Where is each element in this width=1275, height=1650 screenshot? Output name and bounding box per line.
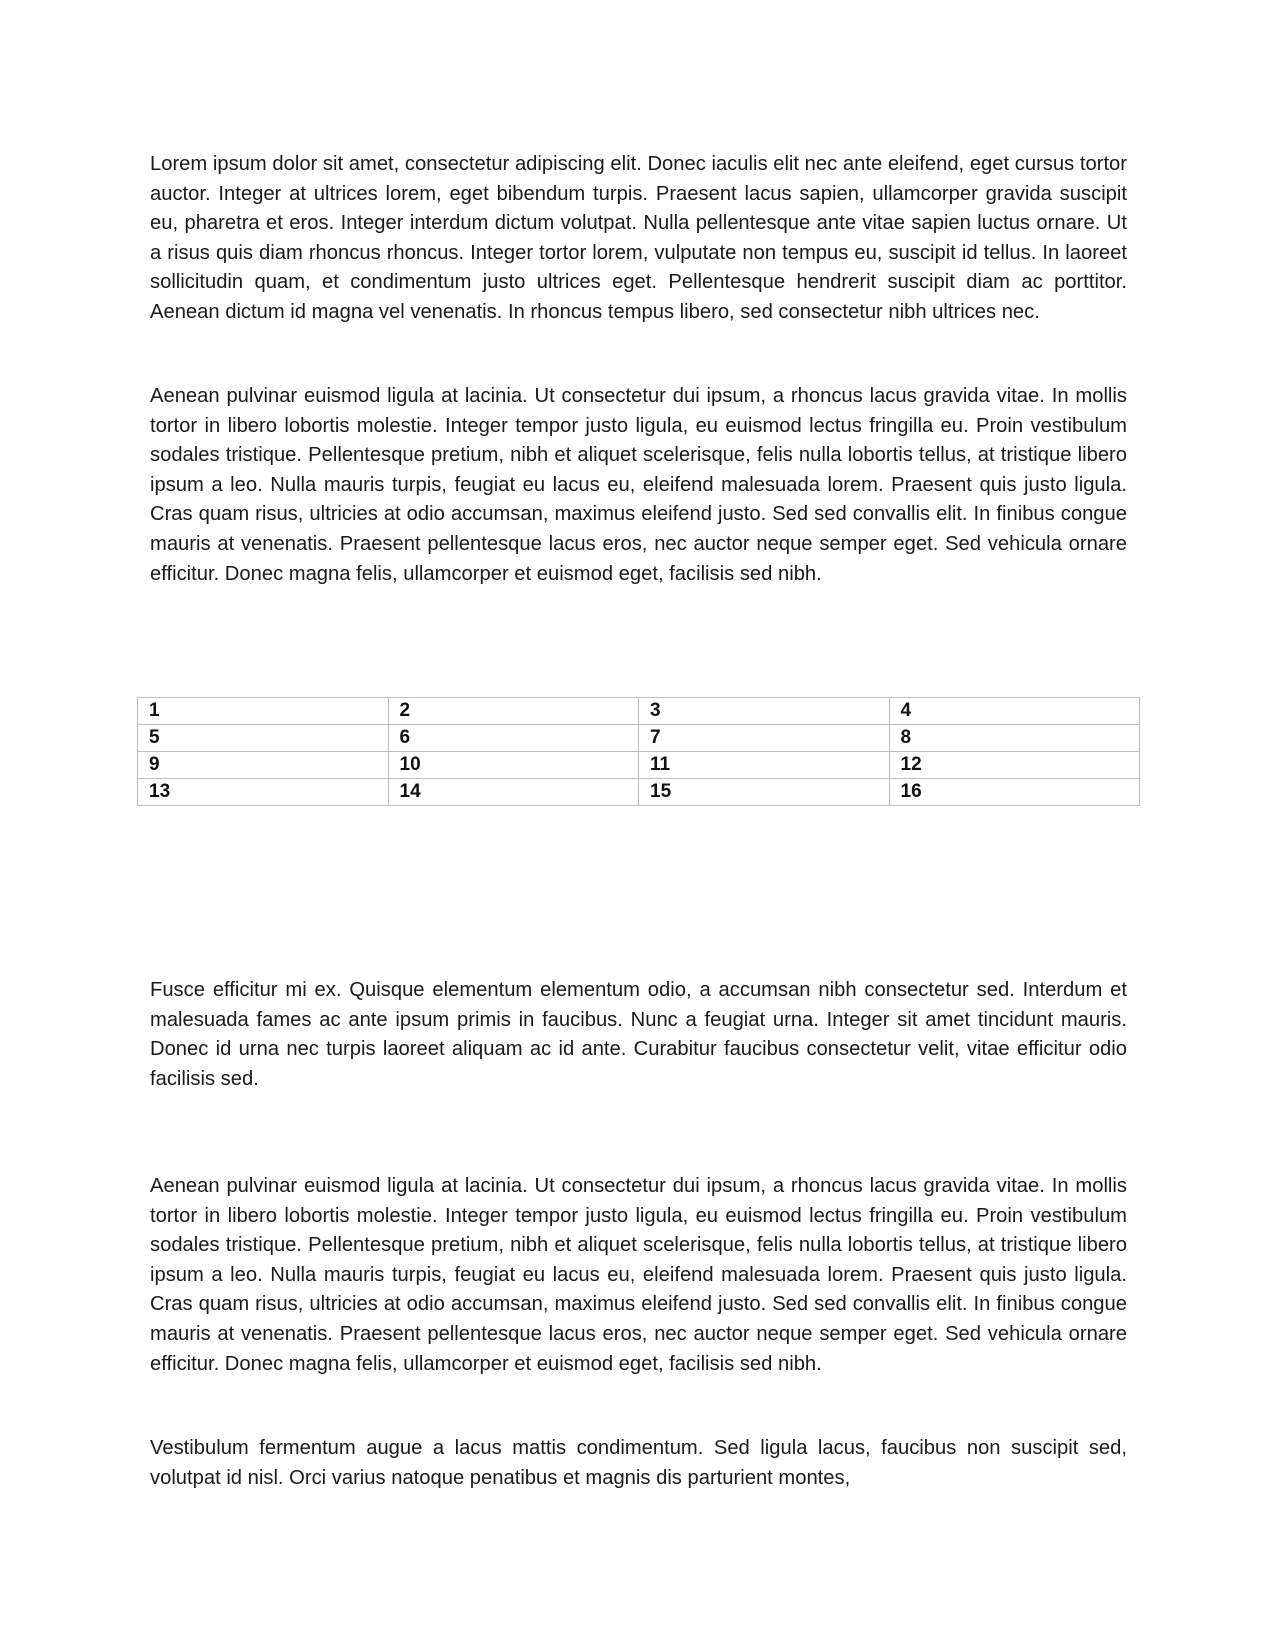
table-cell: 16	[889, 779, 1140, 806]
table-cell: 15	[639, 779, 890, 806]
table-cell: 7	[639, 725, 890, 752]
table-cell: 4	[889, 698, 1140, 725]
table-cell: 14	[388, 779, 639, 806]
table-cell: 9	[138, 752, 389, 779]
paragraph-2: Aenean pulvinar euismod ligula at lacinia. Ut consectetur dui ipsum, a rhoncus lacus gravida vitae. In mollis tortor in libero lobortis molestie. Integer tempor justo ligula, eu euismod lectus fringilla eu. Proin vestibulum sodales tristique. Pellentesque pretium, nibh et aliquet scelerisque, felis nulla lobortis tellus, at tristique libero ipsum a leo. Nulla mauris turpis, feugiat eu lacus eu, eleifend malesuada lorem. Praesent quis justo ligula. Cras quam risus, ultricies at odio accumsan, maximus eleifend justo. Sed sed convallis elit. In finibus congue mauris at venenatis. Praesent pellentesque lacus eros, nec auctor neque semper eget. Sed vehicula ornare efficitur. Donec magna felis, ullamcorper et euismod eget, facilisis sed nibh.	[150, 385, 1127, 585]
table-cell: 8	[889, 725, 1140, 752]
table-row	[138, 698, 1140, 725]
table-row	[138, 725, 1140, 752]
table-cell: 10	[388, 752, 639, 779]
table-row	[138, 779, 1140, 806]
table-cell: 11	[639, 752, 890, 779]
table-cell: 12	[889, 752, 1140, 779]
table-cell: 13	[138, 779, 389, 806]
number-grid-table	[137, 697, 1140, 806]
table-cell: 2	[388, 698, 639, 725]
table-row	[138, 752, 1140, 779]
paragraph-5: Vestibulum fermentum augue a lacus mattis condimentum. Sed ligula lacus, faucibus non suscipit sed, volutpat id nisl. Orci varius natoque penatibus et magnis dis parturient montes,	[150, 1437, 1127, 1489]
paragraph-3: Fusce efficitur mi ex. Quisque elementum elementum odio, a accumsan nibh consectetur sed. Interdum et malesuada fames ac ante ipsum primis in faucibus. Nunc a feugiat urna. Integer sit amet tincidunt mauris. Donec id urna nec turpis laoreet aliquam ac id ante. Curabitur faucibus consectetur velit, vitae efficitur odio facilisis sed.	[150, 979, 1127, 1090]
paragraph-4: Aenean pulvinar euismod ligula at lacinia. Ut consectetur dui ipsum, a rhoncus lacus gravida vitae. In mollis tortor in libero lobortis molestie. Integer tempor justo ligula, eu euismod lectus fringilla eu. Proin vestibulum sodales tristique. Pellentesque pretium, nibh et aliquet scelerisque, felis nulla lobortis tellus, at tristique libero ipsum a leo. Nulla mauris turpis, feugiat eu lacus eu, eleifend malesuada lorem. Praesent quis justo ligula. Cras quam risus, ultricies at odio accumsan, maximus eleifend justo. Sed sed convallis elit. In finibus congue mauris at venenatis. Praesent pellentesque lacus eros, nec auctor neque semper eget. Sed vehicula ornare efficitur. Donec magna felis, ullamcorper et euismod eget, facilisis sed nibh.	[150, 1175, 1127, 1375]
paragraph-1: Lorem ipsum dolor sit amet, consectetur adipiscing elit. Donec iaculis elit nec ante eleifend, eget cursus tortor auctor. Integer at ultrices lorem, eget bibendum turpis. Praesent lacus sapien, ullamcorper gravida suscipit eu, pharetra et eros. Integer interdum dictum volutpat. Nulla pellentesque ante vitae sapien luctus ornare. Ut a risus quis diam rhoncus rhoncus. Integer tortor lorem, vulputate non tempus eu, suscipit id tellus. In laoreet sollicitudin quam, et condimentum justo ultrices eget. Pellentesque hendrerit suscipit diam ac porttitor. Aenean dictum id magna vel venenatis. In rhoncus tempus libero, sed consectetur nibh ultrices nec.	[150, 153, 1127, 323]
table-cell: 3	[639, 698, 890, 725]
table-cell: 1	[138, 698, 389, 725]
table-cell: 5	[138, 725, 389, 752]
table-cell: 6	[388, 725, 639, 752]
